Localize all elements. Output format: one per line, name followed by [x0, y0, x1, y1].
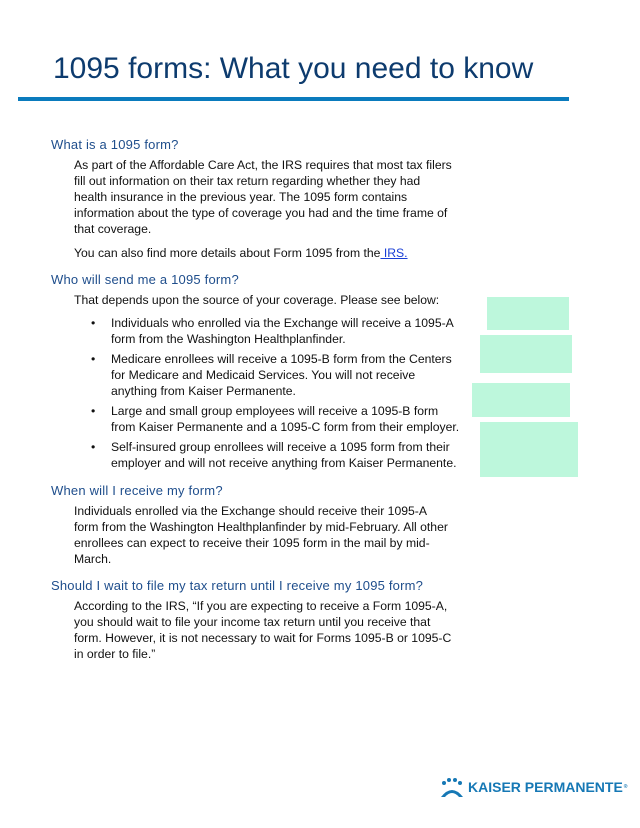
kp-people-icon — [440, 777, 464, 797]
section-heading: Who will send me a 1095 form? — [51, 272, 239, 287]
list-item: • Large and small group employees will receive a 1095-B form from Kaiser Permanente and a 1095-C form from their employer. — [74, 403, 464, 435]
irs-link[interactable]: IRS. — [380, 246, 408, 260]
list-item: • Medicare enrollees will receive a 1095-B form from the Centers for Medicare and Medicaid Services. You will not receive anything from Kaiser Permanente. — [74, 351, 464, 399]
section-body: According to the IRS, “If you are expecting to receive a Form 1095-A, you should wait to file your income tax return until you receive that form. However, it is not necessary to wait for Forms 1095-B or 1095-C in order to file.” — [74, 599, 452, 661]
section-body: That depends upon the source of your coverage. Please see below: — [74, 293, 440, 307]
list-item: • Self-insured group enrollees will receive a 1095 form from their employer and will not receive anything from Kaiser Permanente. — [74, 439, 464, 471]
coverage-list — [74, 315, 464, 471]
spacer — [0, 567, 640, 578]
kaiser-permanente-logo — [440, 777, 627, 797]
page-title: 1095 forms: What you need to know — [53, 52, 534, 85]
section-heading: What is a 1095 form? — [51, 137, 179, 152]
logo-mark: ® — [623, 784, 628, 790]
document-body — [0, 137, 640, 662]
irs-paragraph — [74, 245, 454, 261]
title-divider — [18, 97, 569, 101]
spacer — [0, 475, 640, 483]
section-body: As part of the Affordable Care Act, the IRS requires that most tax filers fill out information on their tax return regarding whether they had health insurance in the previous year. The 1095 form contains information about the type of coverage you had and the time frame of that coverage. — [74, 158, 452, 236]
section-heading: When will I receive my form? — [51, 483, 223, 498]
section-body: Individuals enrolled via the Exchange should receive their 1095-A form from the Washington Healthplanfinder by mid-February. All other enrollees can expect to receive their 1095 form in the mail by mid-March. — [74, 504, 448, 566]
spacer — [0, 237, 640, 245]
spacer — [0, 261, 640, 272]
section-heading: Should I wait to file my tax return until I receive my 1095 form? — [51, 578, 424, 593]
list-item: • Individuals who enrolled via the Exchange will receive a 1095-A form from the Washington Healthplanfinder. — [74, 315, 464, 347]
irs-text: You can also find more details about Form 1095 from the — [74, 246, 381, 260]
logo-text: KAISER PERMANENTE — [468, 779, 623, 795]
